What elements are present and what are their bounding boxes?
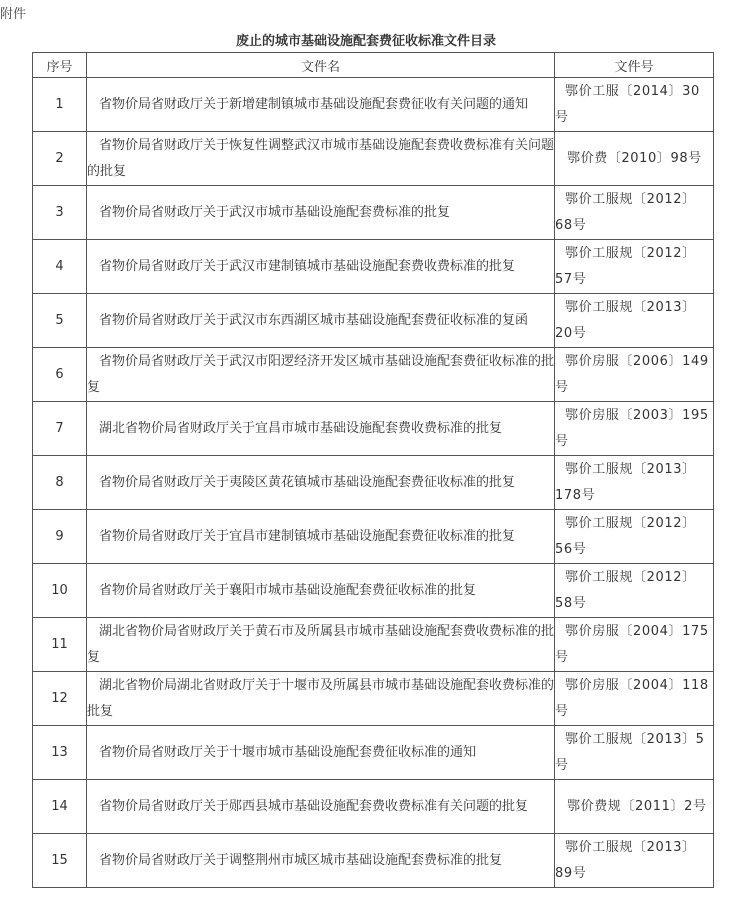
row-file-number: 鄂价费〔2010〕98号 (555, 132, 714, 186)
row-file-name: 省物价局省财政厅关于襄阳市城市基础设施配套费征收标准的批复 (87, 564, 555, 618)
row-file-number: 鄂价工服规〔2013〕178号 (555, 456, 714, 510)
table-row (33, 294, 714, 348)
row-file-number: 鄂价工服规〔2013〕89号 (555, 834, 714, 888)
row-file-number: 鄂价房服〔2004〕175号 (555, 618, 714, 672)
row-index: 7 (33, 402, 87, 456)
row-file-number: 鄂价工服规〔2012〕68号 (555, 186, 714, 240)
row-file-number: 鄂价工服规〔2013〕5号 (555, 726, 714, 780)
row-file-name: 省物价局省财政厅关于武汉市城市基础设施配套费标准的批复 (87, 186, 555, 240)
row-index: 4 (33, 240, 87, 294)
row-index: 9 (33, 510, 87, 564)
table-row (33, 456, 714, 510)
row-file-name: 省物价局省财政厅关于恢复性调整武汉市城市基础设施配套费收费标准有关问题的批复 (87, 132, 555, 186)
header-index: 序号 (33, 53, 87, 78)
row-file-name: 湖北省物价局省财政厅关于黄石市及所属县市城市基础设施配套费收费标准的批复 (87, 618, 555, 672)
row-file-name: 省物价局省财政厅关于武汉市建制镇城市基础设施配套费收费标准的批复 (87, 240, 555, 294)
row-index: 6 (33, 348, 87, 402)
table-row (33, 780, 714, 834)
table-row (33, 672, 714, 726)
row-index: 15 (33, 834, 87, 888)
row-file-number: 鄂价房服〔2003〕195号 (555, 402, 714, 456)
row-file-name: 省物价局省财政厅关于郧西县城市基础设施配套费收费标准有关问题的批复 (87, 780, 555, 834)
row-index: 1 (33, 78, 87, 132)
row-file-number: 鄂价工服规〔2012〕56号 (555, 510, 714, 564)
table-row (33, 564, 714, 618)
page-title: 废止的城市基础设施配套费征收标准文件目录 (235, 34, 496, 49)
row-index: 8 (33, 456, 87, 510)
table-row (33, 834, 714, 888)
table-row (33, 726, 714, 780)
table-row (33, 510, 714, 564)
row-file-number: 鄂价工服〔2014〕30号 (555, 78, 714, 132)
table-row (33, 186, 714, 240)
row-file-name: 省物价局省财政厅关于武汉市阳逻经济开发区城市基础设施配套费征收标准的批复 (87, 348, 555, 402)
header-file-number: 文件号 (555, 53, 714, 78)
document-table (32, 52, 714, 888)
header-file-name: 文件名 (87, 53, 555, 78)
row-file-name: 省物价局省财政厅关于夷陵区黄花镇城市基础设施配套费征收标准的批复 (87, 456, 555, 510)
attachment-label: 附件 (0, 7, 27, 22)
row-file-name: 省物价局省财政厅关于调整荆州市城区城市基础设施配套费标准的批复 (87, 834, 555, 888)
row-file-name: 省物价局省财政厅关于十堰市城市基础设施配套费征收标准的通知 (87, 726, 555, 780)
row-index: 11 (33, 618, 87, 672)
table-row (33, 132, 714, 186)
row-file-number: 鄂价工服规〔2012〕57号 (555, 240, 714, 294)
table-header-row (33, 53, 714, 78)
row-file-name: 湖北省物价局省财政厅关于宜昌市城市基础设施配套费收费标准的批复 (87, 402, 555, 456)
row-index: 3 (33, 186, 87, 240)
table-row (33, 240, 714, 294)
row-index: 10 (33, 564, 87, 618)
row-file-number: 鄂价工服规〔2013〕20号 (555, 294, 714, 348)
row-file-number: 鄂价费规〔2011〕2号 (555, 780, 714, 834)
table-row (33, 402, 714, 456)
row-file-name: 省物价局省财政厅关于新增建制镇城市基础设施配套费征收有关问题的通知 (87, 78, 555, 132)
row-file-number: 鄂价房服〔2006〕149号 (555, 348, 714, 402)
table-row (33, 348, 714, 402)
row-index: 13 (33, 726, 87, 780)
row-file-number: 鄂价工服规〔2012〕58号 (555, 564, 714, 618)
row-file-name: 省物价局省财政厅关于武汉市东西湖区城市基础设施配套费征收标准的复函 (87, 294, 555, 348)
row-file-number: 鄂价房服〔2004〕118号 (555, 672, 714, 726)
row-index: 2 (33, 132, 87, 186)
row-index: 12 (33, 672, 87, 726)
row-file-name: 湖北省物价局湖北省财政厅关于十堰市及所属县市城市基础设施配套收费标准的批复 (87, 672, 555, 726)
row-index: 5 (33, 294, 87, 348)
row-index: 14 (33, 780, 87, 834)
table-row (33, 78, 714, 132)
table-row (33, 618, 714, 672)
row-file-name: 省物价局省财政厅关于宜昌市建制镇城市基础设施配套费征收标准的批复 (87, 510, 555, 564)
